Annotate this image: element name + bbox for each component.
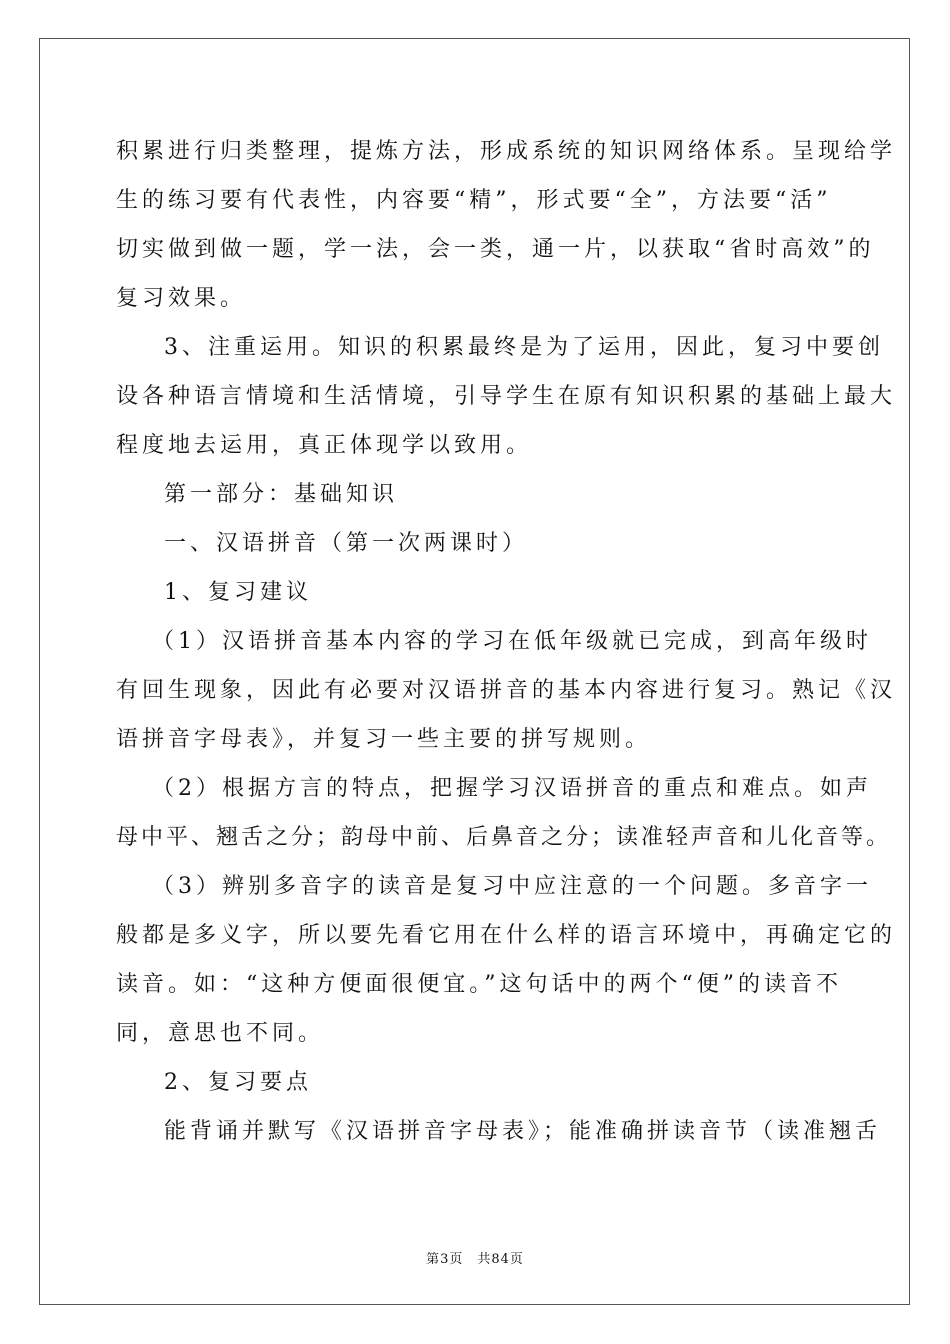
subsection-heading: 一、汉语拼音（第一次两课时）	[164, 531, 529, 556]
text-line: 切实做到做一题，学一法，会一类，通一片，以获取“省时高效”的	[116, 237, 875, 262]
text-line: 般都是多义字，所以要先看它用在什么样的语言环境中，再确定它的	[116, 923, 897, 948]
text-line: 设各种语言情境和生活情境，引导学生在原有知识积累的基础上最大	[116, 384, 897, 409]
text-line: 能背诵并默写《汉语拼音字母表》；能准确拼读音节（读准翘舌	[164, 1119, 882, 1144]
text-line: 有回生现象，因此有必要对汉语拼音的基本内容进行复习。熟记《汉	[116, 678, 897, 703]
document-body	[116, 127, 897, 1156]
text-line: 语拼音字母表》，并复习一些主要的拼写规则。	[116, 727, 652, 752]
page-number: 第3页	[426, 1252, 464, 1267]
text-line: （2）根据方言的特点，把握学习汉语拼音的重点和难点。如声	[152, 776, 872, 801]
text-line: 程度地去运用，真正体现学以致用。	[116, 433, 533, 458]
text-line: （1）汉语拼音基本内容的学习在低年级就已完成，到高年级时	[152, 629, 872, 654]
text-line: 生的练习要有代表性，内容要“精”，形式要“全”，方法要“活”	[116, 188, 832, 213]
subsection-heading: 2、复习要点	[164, 1070, 312, 1095]
text-line: 积累进行归类整理，提炼方法，形成系统的知识网络体系。呈现给学	[116, 139, 897, 164]
page-footer	[0, 1248, 950, 1267]
text-line: 母中平、翘舌之分；韵母中前、后鼻音之分；读准轻声音和儿化音等。	[116, 825, 892, 850]
section-heading: 第一部分：基础知识	[164, 482, 399, 507]
text-line: 同，意思也不同。	[116, 1021, 325, 1046]
text-line: 复习效果。	[116, 286, 247, 311]
text-line: 读音。如：“这种方便面很便宜。”这句话中的两个“便”的读音不	[116, 972, 842, 997]
text-line: （3）辨别多音字的读音是复习中应注意的一个问题。多音字一	[152, 874, 872, 899]
subsection-heading: 1、复习建议	[164, 580, 312, 605]
text-line: 3、注重运用。知识的积累最终是为了运用，因此，复习中要创	[164, 335, 884, 360]
page-total: 共84页	[477, 1252, 524, 1267]
